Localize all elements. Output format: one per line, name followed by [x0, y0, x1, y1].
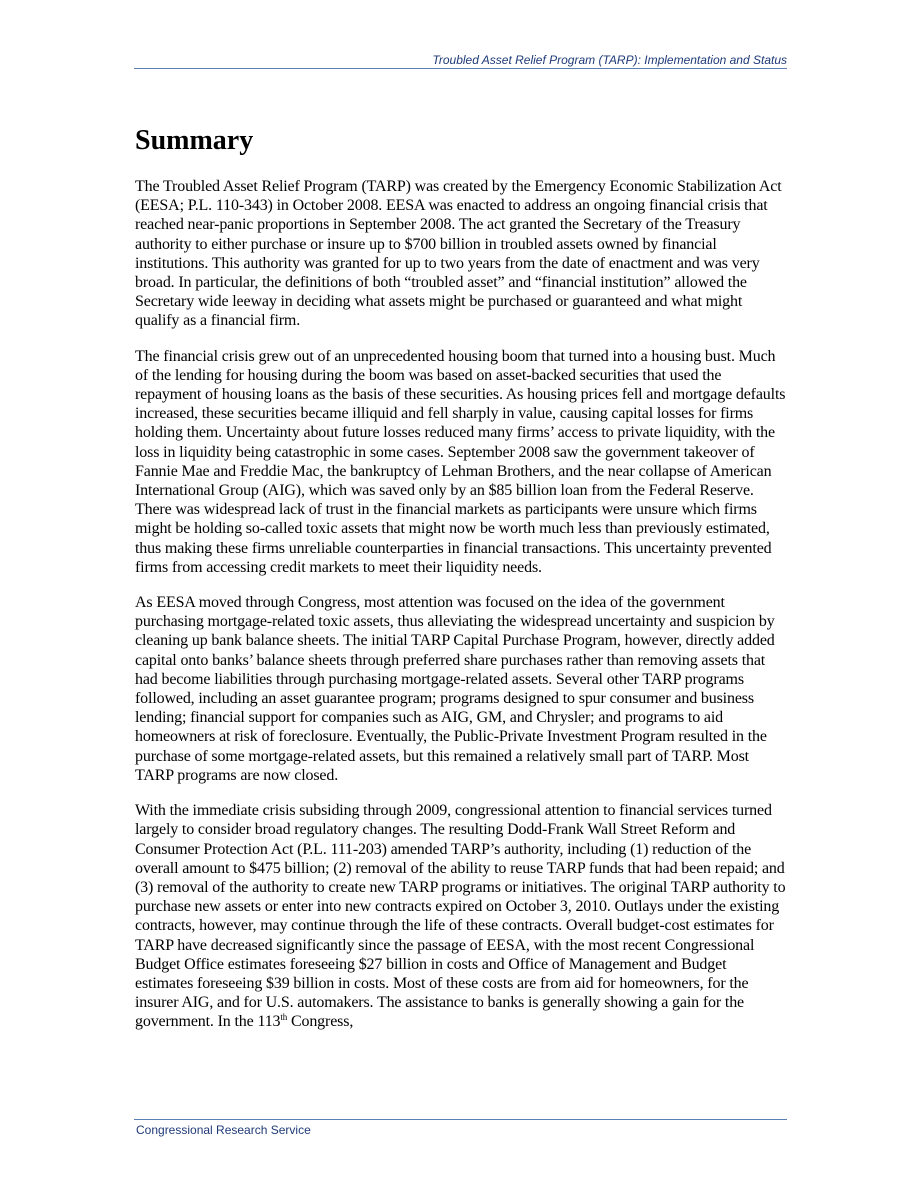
paragraph-4 [135, 801, 787, 1031]
page-title: Summary [135, 125, 254, 156]
paragraph-4-tail: Congress, [287, 1013, 354, 1031]
paragraph-2: The financial crisis grew out of an unprecedented housing boom that turned into a housing bust. Much of the lending for housing during the boom was based on asset-backed securities that used the repayment of housing loans as the basis of these securities. As housing prices fell and mortgage defaults increased, these securities became illiquid and fell sharply in value, causing capital losses for firms holding them. Uncertainty about future losses reduced many firms’ access to private liquidity, with the loss in liquidity being catastrophic in some cases. September 2008 saw the government takeover of Fannie Mae and Freddie Mac, the bankruptcy of Lehman Brothers, and the near collapse of American International Group (AIG), which was saved only by an $85 billion loan from the Federal Reserve. There was widespread lack of trust in the financial markets as participants were unsure which firms might be holding so-called toxic assets that might now be worth much less than previously estimated, thus making these firms unreliable counterparties in financial transactions. This uncertainty prevented firms from accessing credit markets to meet their liquidity needs. [135, 347, 786, 576]
summary-body [135, 177, 787, 1048]
ordinal-superscript: th [280, 1012, 288, 1023]
running-header: Troubled Asset Relief Program (TARP): Implementation and Status [432, 53, 787, 67]
paragraph-1: The Troubled Asset Relief Program (TARP) was created by the Emergency Economic Stabilization Act (EESA; P.L. 110-343) in October 2008. EESA was enacted to address an ongoing financial crisis that reached near-panic proportions in September 2008. The act granted the Secretary of the Treasury authority to either purchase or insure up to $700 billion in troubled assets owned by financial institutions. This authority was granted for up to two years from the date of enactment and was very broad. In particular, the definitions of both “troubled asset” and “financial institution” allowed the Secretary wide leeway in deciding what assets might be purchased or guaranteed and what might qualify as a financial firm. [135, 178, 782, 330]
footer-label: Congressional Research Service [136, 1123, 311, 1137]
header-rule [134, 68, 787, 69]
footer-rule [134, 1119, 787, 1120]
paragraph-4-text: With the immediate crisis subsiding through 2009, congressional attention to financial services turned largely to consider broad regulatory changes. The resulting Dodd-Frank Wall Street Reform and Consumer Protection Act (P.L. 111-203) amended TARP’s authority, including (1) reduction of the overall amount to $475 billion; (2) removal of the ability to reuse TARP funds that had been repaid; and (3) removal of the authority to create new TARP programs or initiatives. The original TARP authority to purchase new assets or enter into new contracts expired on October 3, 2010. Outlays under the existing contracts, however, may continue through the life of these contracts. Overall budget-cost estimates for TARP have decreased significantly since the passage of EESA, with the most recent Congressional Budget Office estimates foreseeing $27 billion in costs and Office of Management and Budget estimates foreseeing $39 billion in costs. Most of these costs are from aid for homeowners, for the insurer AIG, and for U.S. automakers. The assistance to banks is generally showing a gain for the government. In the 113 [135, 802, 786, 1031]
paragraph-3: As EESA moved through Congress, most attention was focused on the idea of the government purchasing mortgage-related toxic assets, thus alleviating the widespread uncertainty and suspicion by cleaning up bank balance sheets. The initial TARP Capital Purchase Program, however, directly added capital onto banks’ balance sheets through preferred share purchases rather than removing assets that had become liabilities through purchasing mortgage-related assets. Several other TARP programs followed, including an asset guarantee program; programs designed to spur consumer and business lending; financial support for companies such as AIG, GM, and Chrysler; and programs to aid homeowners at risk of foreclosure. Eventually, the Public-Private Investment Program resulted in the purchase of some mortgage-related assets, but this remained a relatively small part of TARP. Most TARP programs are now closed. [135, 594, 775, 784]
